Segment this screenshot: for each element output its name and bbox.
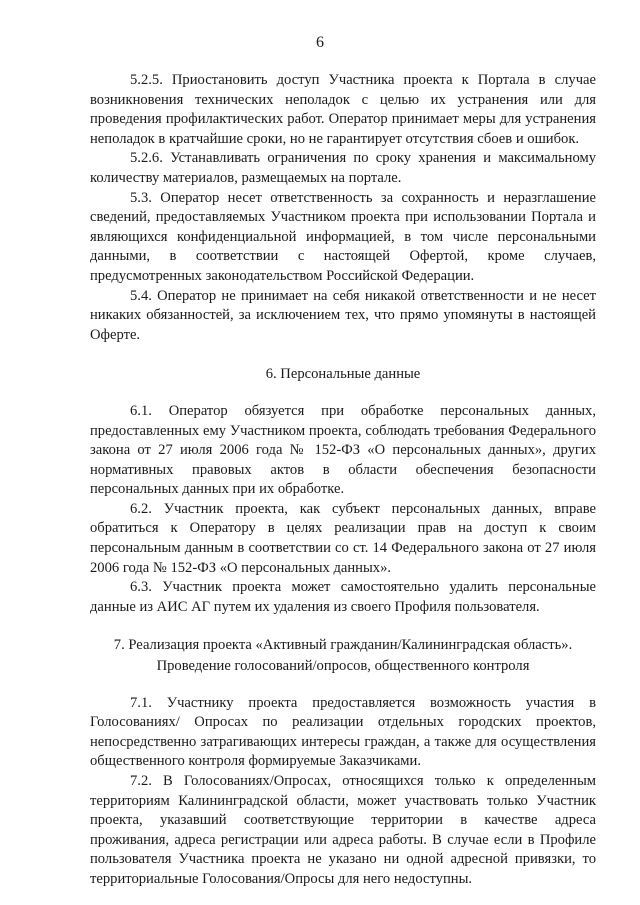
paragraph-7-2: 7.2. В Голосованиях/Опросах, относящихся только к определенным территориям Калининградской области, может участвовать только Участник проекта, указавший соответствующие территории в качестве адреса проживания, адреса регистрации или адреса работы. В случае если в Профиле пользователя Участника проекта не указано ни одной адресной привязки, то территориальные Голосования/Опросы для него недоступны.	[90, 773, 596, 887]
paragraph-5-2-6: 5.2.6. Устанавливать ограничения по сроку хранения и максимальному количеству материалов, размещаемых на портале.	[90, 150, 596, 186]
paragraph-5-2-5: 5.2.5. Приостановить доступ Участника проекта к Портала в случае возникновения технических неполадок с целью их устранения или для проведения профилактических работ. Оператор принимает меры для устранения неполадок в кратчайшие сроки, но не гарантирует отсутствия сбоев и ошибок.	[90, 72, 596, 147]
page-number: 6	[316, 34, 324, 51]
document-body	[90, 71, 596, 890]
paragraph-6-3: 6.3. Участник проекта может самостоятельно удалить персональные данные из АИС АГ путем их удаления из своего Профиля пользователя.	[90, 579, 596, 615]
paragraph-5-4: 5.4. Оператор не принимает на себя никакой ответственности и не несет никаких обязанностей, за исключением тех, что прямо упомянуты в настоящей Оферте.	[90, 287, 596, 343]
paragraph-6-2: 6.2. Участник проекта, как субъект персональных данных, вправе обратиться к Оператору в целях реализации прав на доступ к своим персональным данным в соответствии со ст. 14 Федерального закона от 27 июля 2006 года № 152-ФЗ «О персональных данных».	[90, 500, 596, 576]
paragraph-6-1: 6.1. Оператор обязуется при обработке персональных данных, предоставленных ему Участником проекта, соблюдать требования Федерального закона от 27 июля 2006 года № 152-ФЗ «О персональных данных», других нормативных правовых актов в области обеспечения безопасности персональных данных при их обработке.	[90, 402, 596, 498]
section-heading-7: 7. Реализация проекта «Активный гражданин/Калининградская область».	[113, 637, 573, 654]
section-subheading-7: Проведение голосований/опросов, общественного контроля	[156, 658, 530, 675]
section-heading-6: 6. Персональные данные	[265, 366, 421, 383]
paragraph-7-1: 7.1. Участнику проекта предоставляется возможность участия в Голосованиях/ Опросах по реализации отдельных городских проектов, непосредственно затрагивающих интересы граждан, а также для осуществления общественного контроля формируемые Заказчиками.	[90, 694, 596, 770]
paragraph-5-3: 5.3. Оператор несет ответственность за сохранность и неразглашение сведений, предоставляемых Участником проекта при использовании Портала и являющихся конфиденциальной информацией, в том числе персональными данными, в соответствии с настоящей Офертой, кроме случаев, предусмотренных законодательством Российской Федерации.	[90, 189, 596, 284]
